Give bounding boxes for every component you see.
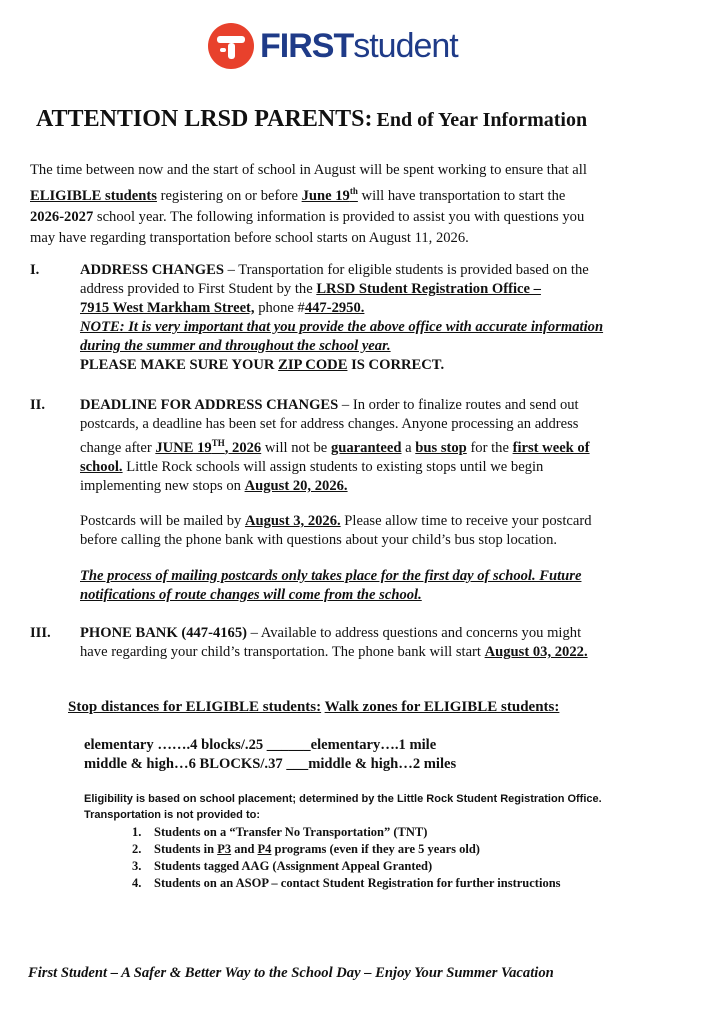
first-student-logo-icon bbox=[208, 23, 254, 69]
process-note: The process of mailing postcards only takes place for the first day of school. Future notifications of route changes will come from the school. bbox=[80, 568, 582, 603]
section-address-changes: I. ADDRESS CHANGES – Transportation for eligible students is provided based on the address provided to First Student by the LRSD Student Registration Office – 7915 West Markham Street, phone #447-2950. NOTE: It is very important that you provide the above office with accurate information during the summer and throughout the school year. PLEASE MAKE SURE YOUR ZIP CODE IS CORRECT. bbox=[30, 262, 604, 373]
list-item: 4. Students on an ASOP – contact Student Registration for further instructions bbox=[132, 876, 561, 890]
section-phone-bank: III. PHONE BANK (447-4165) – Available to address questions and concerns you might have regarding your child’s transportation. The phone bank will start August 03, 2022. bbox=[30, 625, 588, 660]
postcards-paragraph: Postcards will be mailed by August 3, 2026. Please allow time to receive your postcard before calling the phone bank with questions about your child’s bus stop location. bbox=[80, 513, 592, 548]
intro-paragraph: The time between now and the start of school in August will be spent working to ensure that all ELIGIBLE students registering on or before June 19th will have transportation to start the 2026-2027 school year. The following information is provided to assist you with questions you may have regarding transportation before school starts on August 11, 2026. bbox=[30, 162, 587, 246]
not-provided-list bbox=[132, 824, 561, 892]
stop-distances-heading: Stop distances for ELIGIBLE students: Walk zones for ELIGIBLE students: bbox=[68, 699, 560, 715]
section-deadline: II. DEADLINE FOR ADDRESS CHANGES – In order to finalize routes and send out postcards, a deadline has been set for address changes. Anyone processing an address change after JUNE 19TH, 2026 will not be guaranteed a bus stop for the first week of school. Little Rock schools will assign students to existing stops until we begin implementing new stops on August 20, 2026. bbox=[30, 397, 590, 494]
list-item: 3. Students tagged AAG (Assignment Appeal Granted) bbox=[132, 859, 433, 873]
list-item: 1. Students on a “Transfer No Transportation” (TNT) bbox=[132, 825, 428, 839]
logo-wordmark: FIRSTstudent bbox=[260, 26, 458, 65]
footer-slogan: First Student – A Safer & Better Way to the School Day – Enjoy Your Summer Vacation bbox=[28, 965, 554, 981]
eligibility-note: Eligibility is based on school placement; determined by the Little Rock Student Registration Office. Transportation is not provided to: bbox=[84, 793, 602, 821]
distance-row-middle-high: middle & high…6 BLOCKS/.37 ___middle & high…2 miles bbox=[84, 756, 457, 772]
page-title bbox=[36, 106, 587, 133]
title-main: ATTENTION LRSD PARENTS: bbox=[36, 106, 373, 132]
distance-row-elementary: elementary …….4 blocks/.25 ______elementary….1 mile bbox=[84, 737, 437, 753]
first-student-logo bbox=[208, 22, 458, 70]
title-sub: End of Year Information bbox=[376, 109, 588, 131]
list-item: 2. Students in P3 and P4 programs (even if they are 5 years old) bbox=[132, 842, 480, 856]
